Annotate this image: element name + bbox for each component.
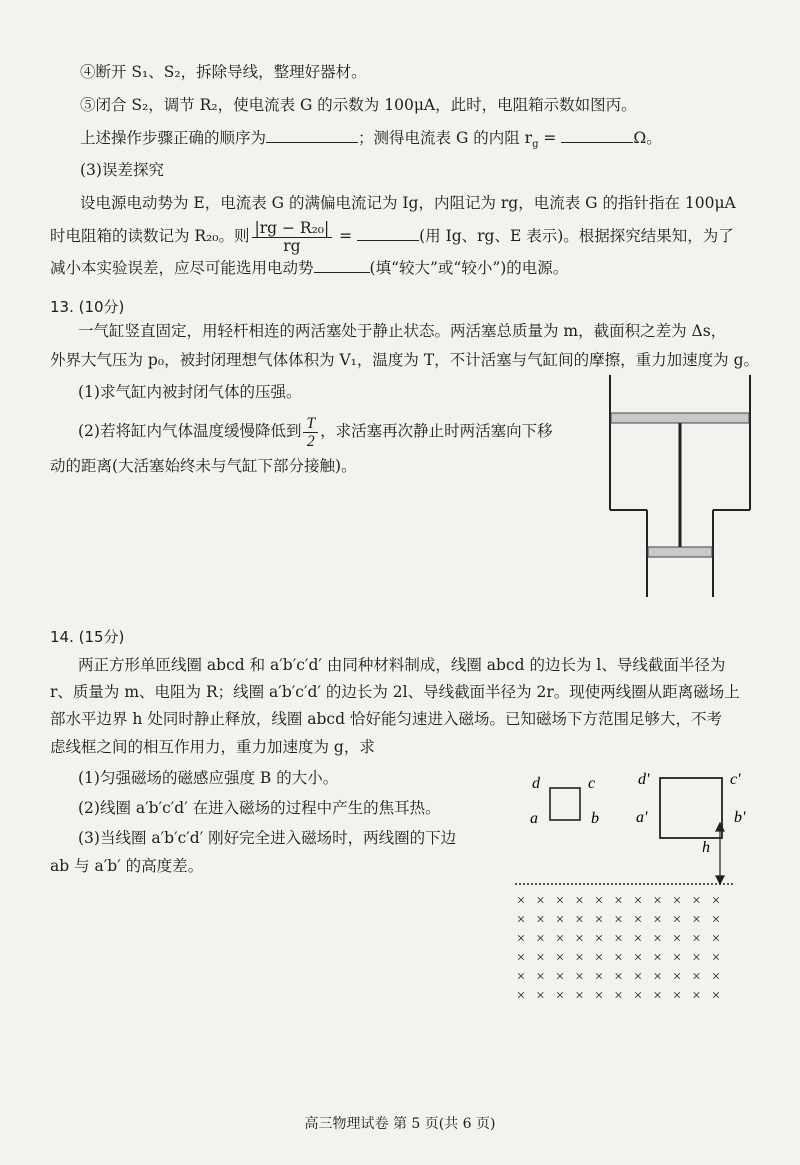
field-cross: × bbox=[536, 912, 545, 928]
field-cross: × bbox=[516, 931, 526, 947]
field-cross: × bbox=[614, 969, 623, 985]
field-cross: × bbox=[536, 931, 545, 947]
field-cross: × bbox=[516, 969, 526, 985]
coil-field-diagram bbox=[505, 760, 750, 1010]
field-cross: × bbox=[555, 969, 565, 985]
field-cross: × bbox=[575, 988, 584, 1004]
field-cross: × bbox=[536, 893, 545, 909]
expression-blank[interactable] bbox=[357, 226, 419, 241]
field-cross: × bbox=[614, 988, 623, 1004]
temp-numerator: T bbox=[303, 415, 318, 433]
question-14-header: 14. (15分) bbox=[50, 628, 125, 646]
field-cross: × bbox=[653, 950, 662, 966]
field-cross: × bbox=[653, 988, 662, 1004]
sec3-line3-pre: 减小本实验误差，应尽可能选用电动势 bbox=[50, 259, 314, 277]
field-cross: × bbox=[672, 893, 682, 909]
sec3-line3-post: (填“较大”或“较小”)的电源。 bbox=[369, 259, 569, 277]
q14-paragraph-3: 部水平边界 h 处同时静止释放，线圈 abcd 恰好能匀速进入磁场。已知磁场下方范围足够大，不考 bbox=[50, 710, 722, 728]
section-3-line-2 bbox=[50, 216, 734, 256]
field-cross: × bbox=[536, 969, 545, 985]
field-cross: × bbox=[575, 931, 584, 947]
q13-paragraph-1: 一气缸竖直固定，用轻杆相连的两活塞处于静止状态。两活塞总质量为 m，截面积之差为 Δs， bbox=[78, 322, 727, 340]
field-cross: × bbox=[614, 950, 623, 966]
sec3-line2-pre: 时电阻箱的读数记为 R₂₀。则 bbox=[50, 227, 250, 245]
question-13-header: 13. (10分) bbox=[50, 298, 125, 316]
fraction-denominator: rg bbox=[283, 236, 301, 255]
q13-subquestion-2-line-2: 动的距离(大活塞始终未与气缸下部分接触)。 bbox=[50, 457, 357, 475]
field-cross: × bbox=[711, 912, 721, 928]
label-b-prime: b' bbox=[734, 809, 746, 826]
field-cross: × bbox=[653, 912, 662, 928]
field-cross: × bbox=[614, 893, 623, 909]
field-cross: × bbox=[692, 931, 701, 947]
label-c: c bbox=[588, 775, 596, 792]
field-cross: × bbox=[692, 988, 701, 1004]
field-cross: × bbox=[614, 912, 623, 928]
field-cross: × bbox=[575, 950, 584, 966]
field-cross: × bbox=[711, 893, 721, 909]
field-cross: × bbox=[516, 912, 526, 928]
order-unit: Ω。 bbox=[633, 129, 662, 147]
field-cross: × bbox=[711, 988, 721, 1004]
fraction-numerator: |rg − R₂₀| bbox=[252, 220, 333, 238]
step-4-text: ④断开 S₁、S₂，拆除导线，整理好器材。 bbox=[80, 63, 367, 81]
section-3-title: (3)误差探究 bbox=[80, 161, 164, 179]
label-b: b bbox=[591, 810, 599, 827]
small-piston bbox=[648, 547, 712, 557]
label-c-prime: c' bbox=[730, 771, 741, 788]
order-pre: 上述操作步骤正确的顺序为 bbox=[80, 129, 267, 147]
field-cross: × bbox=[575, 969, 584, 985]
q14-subquestion-1: (1)匀强磁场的磁感应强度 B 的大小。 bbox=[78, 769, 339, 787]
field-cross: × bbox=[633, 950, 643, 966]
field-cross: × bbox=[633, 912, 643, 928]
field-cross: × bbox=[711, 969, 721, 985]
field-cross: × bbox=[633, 969, 643, 985]
order-blank[interactable] bbox=[266, 128, 358, 143]
field-cross: × bbox=[672, 969, 682, 985]
order-question bbox=[80, 128, 662, 155]
order-mid: ；测得电流表 G 的内阻 r bbox=[358, 129, 533, 147]
field-cross: × bbox=[633, 931, 643, 947]
q14-paragraph-1: 两正方形单匝线圈 abcd 和 a′b′c′d′ 由同种材料制成，线圈 abcd 的边长为 l、导线截面半径为 bbox=[78, 656, 726, 674]
field-cross: × bbox=[672, 912, 682, 928]
q14-paragraph-4: 虑线框之间的相互作用力，重力加速度为 g，求 bbox=[50, 738, 375, 756]
order-eq: = bbox=[538, 129, 557, 147]
field-cross: × bbox=[692, 950, 701, 966]
field-cross: × bbox=[672, 950, 682, 966]
cylinder-diagram bbox=[600, 375, 760, 600]
field-cross: × bbox=[555, 988, 565, 1004]
field-cross: × bbox=[536, 988, 545, 1004]
sec3-line2-eq: = bbox=[334, 227, 353, 245]
small-coil-abcd bbox=[550, 788, 580, 820]
label-d: d bbox=[532, 775, 540, 792]
section-3-line-3 bbox=[50, 258, 568, 278]
q14-paragraph-2: r、质量为 m、电阻为 R；线圈 a′b′c′d′ 的边长为 2l、导线截面半径为 2r。现使两线圈从距离磁场上 bbox=[50, 683, 740, 701]
q13-subquestion-2 bbox=[78, 411, 553, 451]
field-cross: × bbox=[594, 950, 604, 966]
q14-subquestion-3-line-2: ab 与 a′b′ 的高度差。 bbox=[50, 857, 204, 875]
page-footer: 高三物理试卷 第 5 页(共 6 页) bbox=[304, 1116, 496, 1132]
field-cross: × bbox=[536, 950, 545, 966]
q13-s2-post: ，求活塞再次静止时两活塞向下移 bbox=[320, 422, 553, 440]
step-5-text: ⑤闭合 S₂，调节 R₂，使电流表 G 的示数为 100μA，此时，电阻箱示数如图丙。 bbox=[80, 96, 637, 114]
q13-s2-pre: (2)若将缸内气体温度缓慢降低到 bbox=[78, 422, 302, 440]
field-cross: × bbox=[672, 931, 682, 947]
field-cross: × bbox=[555, 912, 565, 928]
field-cross: × bbox=[653, 893, 662, 909]
q13-subquestion-1: (1)求气缸内被封闭气体的压强。 bbox=[78, 383, 302, 401]
field-cross: × bbox=[594, 893, 604, 909]
magnetic-field bbox=[517, 893, 720, 1004]
field-cross: × bbox=[614, 931, 623, 947]
field-cross: × bbox=[594, 969, 604, 985]
field-cross: × bbox=[692, 969, 701, 985]
field-cross: × bbox=[653, 969, 662, 985]
field-cross: × bbox=[575, 893, 584, 909]
field-cross: × bbox=[692, 912, 701, 928]
field-cross: × bbox=[555, 893, 565, 909]
sec3-line2-post: (用 Ig、rg、E 表示)。根据探究结果知，为了 bbox=[419, 227, 734, 245]
field-cross: × bbox=[516, 893, 526, 909]
field-cross: × bbox=[594, 912, 604, 928]
field-cross: × bbox=[711, 931, 721, 947]
label-a: a bbox=[530, 810, 538, 827]
field-cross: × bbox=[516, 950, 526, 966]
temperature-fraction bbox=[303, 415, 318, 450]
error-fraction bbox=[252, 220, 333, 255]
label-d-prime: d' bbox=[638, 771, 650, 788]
field-cross: × bbox=[633, 893, 643, 909]
field-cross: × bbox=[516, 988, 526, 1004]
field-cross: × bbox=[633, 988, 643, 1004]
large-coil-abcd-prime bbox=[660, 778, 722, 838]
field-cross: × bbox=[594, 988, 604, 1004]
field-cross: × bbox=[692, 893, 701, 909]
field-cross: × bbox=[555, 931, 565, 947]
large-piston bbox=[611, 413, 749, 423]
field-cross: × bbox=[594, 931, 604, 947]
q14-subquestion-2: (2)线圈 a′b′c′d′ 在进入磁场的过程中产生的焦耳热。 bbox=[78, 799, 441, 817]
resistance-blank[interactable] bbox=[561, 128, 633, 143]
q14-subquestion-3: (3)当线圈 a′b′c′d′ 刚好完全进入磁场时，两线圈的下边 bbox=[78, 829, 457, 847]
field-cross: × bbox=[672, 988, 682, 1004]
temp-denominator: 2 bbox=[306, 432, 315, 450]
field-cross: × bbox=[711, 950, 721, 966]
emf-choice-blank[interactable] bbox=[314, 258, 370, 273]
section-3-line-1: 设电源电动势为 E，电流表 G 的满偏电流记为 Ig，内阻记为 rg，电流表 G 的指针指在 100μA bbox=[80, 194, 736, 212]
field-cross: × bbox=[555, 950, 565, 966]
label-h: h bbox=[702, 839, 710, 856]
field-cross: × bbox=[653, 931, 662, 947]
field-cross: × bbox=[575, 912, 584, 928]
q13-paragraph-2: 外界大气压为 p₀，被封闭理想气体体积为 V₁，温度为 T，不计活塞与气缸间的摩擦，重力加速度为 g。 bbox=[50, 351, 760, 369]
label-a-prime: a' bbox=[636, 809, 648, 826]
order-sub-g: g bbox=[532, 139, 539, 151]
